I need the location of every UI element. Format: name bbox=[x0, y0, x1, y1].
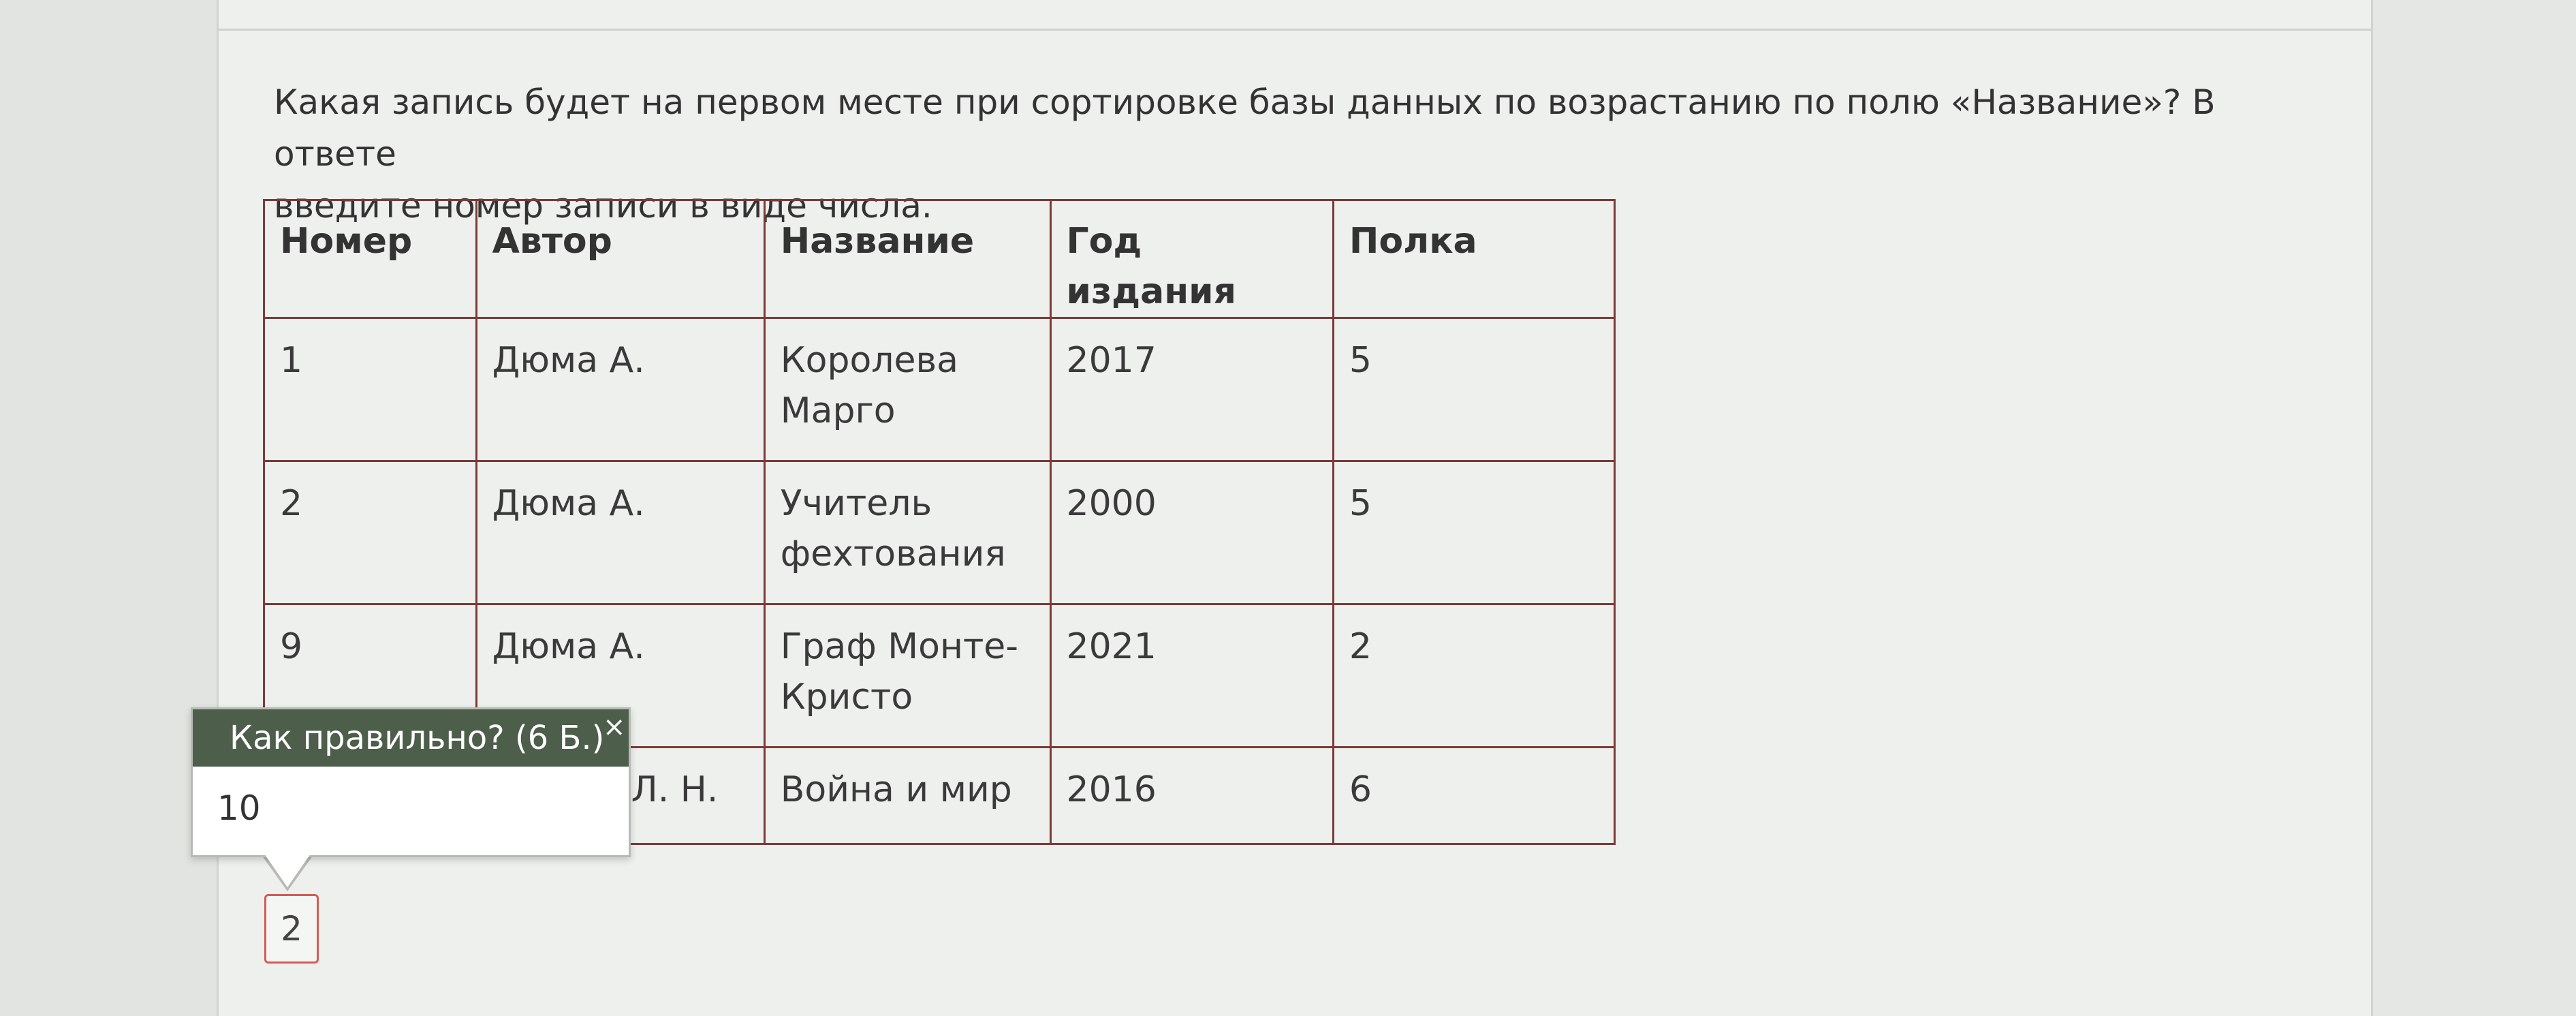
cell-shelf: 5 bbox=[1333, 318, 1614, 461]
cell-number: 1 bbox=[264, 318, 477, 461]
cell-shelf: 5 bbox=[1333, 461, 1614, 604]
cell-title-line: Учитель bbox=[780, 483, 932, 524]
correct-answer-value: 10 bbox=[217, 788, 261, 828]
table-row bbox=[264, 318, 1615, 461]
question-line-1: Какая запись будет на первом месте при сортировке базы данных по возрастанию по полю «Название»? В ответе bbox=[274, 82, 2216, 174]
card-divider bbox=[217, 29, 2373, 31]
cell-title bbox=[764, 604, 1050, 748]
cell-author: Дюма А. bbox=[476, 604, 764, 748]
cell-title-line: Королева bbox=[780, 340, 959, 381]
cell-author-text: Л. Н. bbox=[631, 769, 719, 810]
answer-input[interactable]: 2 bbox=[264, 894, 319, 964]
table-row bbox=[264, 461, 1615, 604]
cell-title bbox=[764, 318, 1050, 461]
popup-title: Как правильно? (6 Б.) bbox=[230, 719, 605, 757]
cell-year: 2000 bbox=[1050, 461, 1333, 604]
cell-title-line: Марго bbox=[780, 390, 896, 431]
cell-title-line: фехтования bbox=[780, 534, 1006, 574]
left-gutter bbox=[0, 0, 217, 1016]
cell-title-line: Кристо bbox=[780, 677, 913, 718]
cell-title bbox=[764, 748, 1050, 844]
cell-number: 2 bbox=[264, 461, 477, 604]
right-margin bbox=[2373, 0, 2576, 1016]
cell-number: 9 bbox=[264, 604, 477, 748]
header-year: Год издания bbox=[1050, 200, 1333, 318]
cell-title bbox=[764, 461, 1050, 604]
popup-pointer-fill bbox=[263, 852, 312, 887]
cell-shelf: 6 bbox=[1333, 748, 1614, 844]
header-title: Название bbox=[764, 200, 1050, 318]
table-header-row bbox=[264, 200, 1615, 318]
cell-shelf: 2 bbox=[1333, 604, 1614, 748]
question-line-2: введите номер записи в виде числа. bbox=[274, 186, 932, 226]
cell-title-line: Война и мир bbox=[780, 769, 1012, 810]
popup-header bbox=[193, 709, 629, 767]
header-author: Автор bbox=[476, 200, 764, 318]
cell-author: Дюма А. bbox=[476, 318, 764, 461]
correct-answer-popup bbox=[191, 707, 631, 857]
close-icon[interactable]: × bbox=[603, 711, 626, 743]
cell-title-line: Граф Монте- bbox=[780, 626, 1019, 667]
cell-year: 2017 bbox=[1050, 318, 1333, 461]
header-shelf: Полка bbox=[1333, 200, 1614, 318]
header-number: Номер bbox=[264, 200, 477, 318]
cell-year: 2016 bbox=[1050, 748, 1333, 844]
cell-author: Дюма А. bbox=[476, 461, 764, 604]
cell-year: 2021 bbox=[1050, 604, 1333, 748]
